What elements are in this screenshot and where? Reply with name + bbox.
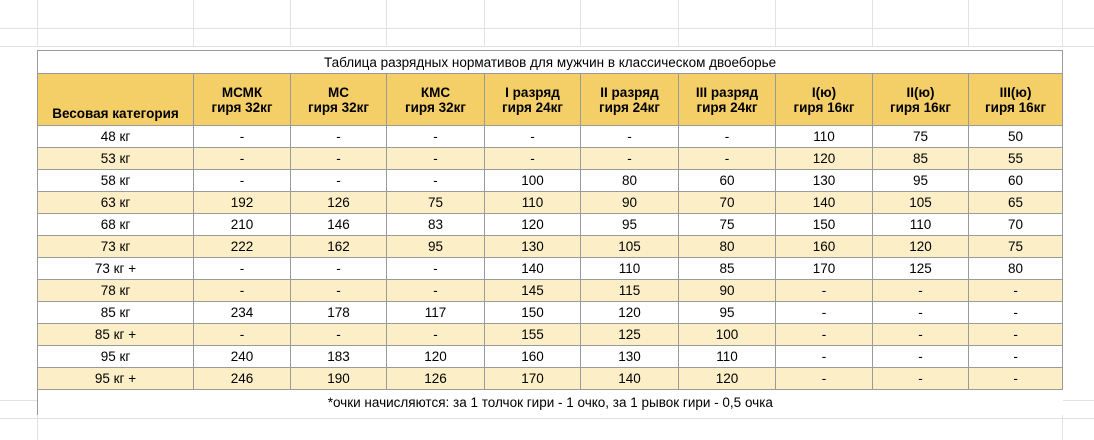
norm-value-cell[interactable]: -	[776, 368, 873, 390]
norm-value-cell[interactable]: 80	[679, 236, 776, 258]
column-header[interactable]	[291, 74, 387, 126]
standards-table	[37, 50, 1063, 415]
table-row	[38, 280, 1063, 302]
norm-value-cell[interactable]: 85	[679, 258, 776, 280]
table-row	[38, 148, 1063, 170]
norm-value-cell[interactable]: -	[387, 126, 485, 148]
norm-value-cell[interactable]: -	[387, 148, 485, 170]
column-header-weight: гиря 32кг	[404, 99, 466, 115]
table-row	[38, 302, 1063, 324]
norm-value-cell[interactable]: 75	[387, 192, 485, 214]
norm-value-cell[interactable]: -	[194, 148, 291, 170]
norm-value-cell[interactable]: 60	[679, 170, 776, 192]
norm-value-cell[interactable]: -	[291, 258, 387, 280]
footnote-row	[38, 390, 1063, 416]
norm-value-cell[interactable]: -	[194, 280, 291, 302]
norm-value-cell[interactable]: -	[969, 280, 1063, 302]
norm-value-cell[interactable]: 222	[194, 236, 291, 258]
norm-value-cell[interactable]: -	[969, 346, 1063, 368]
norm-value-cell[interactable]: 70	[679, 192, 776, 214]
norm-value-cell[interactable]: 75	[873, 126, 969, 148]
norm-value-cell[interactable]: -	[873, 368, 969, 390]
norm-value-cell[interactable]: 55	[969, 148, 1063, 170]
weight-category-cell[interactable]: 85 кг	[38, 302, 194, 324]
weight-category-cell[interactable]: 58 кг	[38, 170, 194, 192]
norm-value-cell[interactable]: -	[387, 170, 485, 192]
norm-value-cell[interactable]: -	[776, 280, 873, 302]
norm-value-cell[interactable]: 190	[291, 368, 387, 390]
table-row	[38, 324, 1063, 346]
norm-value-cell[interactable]: 140	[485, 258, 581, 280]
weight-category-cell[interactable]: 53 кг	[38, 148, 194, 170]
weight-category-cell[interactable]: 63 кг	[38, 192, 194, 214]
norm-value-cell[interactable]: 105	[873, 192, 969, 214]
norm-value-cell[interactable]: 70	[969, 214, 1063, 236]
norm-value-cell[interactable]: 178	[291, 302, 387, 324]
norm-value-cell[interactable]: 150	[485, 302, 581, 324]
norm-value-cell[interactable]: 80	[581, 170, 679, 192]
weight-category-cell[interactable]: 85 кг +	[38, 324, 194, 346]
norm-value-cell[interactable]: 90	[581, 192, 679, 214]
column-header-weight: гиря 32кг	[307, 99, 369, 115]
norm-value-cell[interactable]: 65	[969, 192, 1063, 214]
norm-value-cell[interactable]: -	[776, 346, 873, 368]
weight-category-cell[interactable]: 73 кг	[38, 236, 194, 258]
norm-value-cell[interactable]: 120	[776, 148, 873, 170]
norm-value-cell[interactable]: 145	[485, 280, 581, 302]
table-row	[38, 192, 1063, 214]
column-header-level: I разряд	[505, 84, 560, 100]
norm-value-cell[interactable]: -	[291, 324, 387, 346]
norm-value-cell[interactable]: 110	[581, 258, 679, 280]
norm-value-cell[interactable]: -	[581, 126, 679, 148]
column-header-level: II разряд	[600, 84, 659, 100]
column-header-weight: гиря 24кг	[696, 99, 758, 115]
table-row	[38, 346, 1063, 368]
norm-value-cell[interactable]: 240	[194, 346, 291, 368]
footnote[interactable]: *очки начисляются: за 1 толчок гири - 1 очко, за 1 рывок гири - 0,5 очка	[38, 390, 1063, 416]
norm-value-cell[interactable]: 120	[581, 302, 679, 324]
column-header-weight: гиря 24кг	[501, 99, 563, 115]
column-header-level: II(ю)	[906, 84, 935, 100]
norm-value-cell[interactable]: 183	[291, 346, 387, 368]
norm-value-cell[interactable]: -	[194, 126, 291, 148]
norm-value-cell[interactable]: -	[679, 148, 776, 170]
norm-value-cell[interactable]: 110	[679, 346, 776, 368]
norm-value-cell[interactable]: 192	[194, 192, 291, 214]
table-title[interactable]: Таблица разрядных нормативов для мужчин в классическом двоеборье	[38, 51, 1063, 74]
norm-value-cell[interactable]: 162	[291, 236, 387, 258]
norm-value-cell[interactable]: 126	[291, 192, 387, 214]
norm-value-cell[interactable]: -	[194, 170, 291, 192]
weight-category-cell[interactable]: 95 кг	[38, 346, 194, 368]
norm-value-cell[interactable]: 155	[485, 324, 581, 346]
norm-value-cell[interactable]: 75	[679, 214, 776, 236]
norm-value-cell[interactable]: -	[969, 324, 1063, 346]
norm-value-cell[interactable]: 130	[581, 346, 679, 368]
norm-value-cell[interactable]: 95	[581, 214, 679, 236]
column-header-weight: гиря 16кг	[985, 99, 1047, 115]
norm-value-cell[interactable]: 140	[581, 368, 679, 390]
norm-value-cell[interactable]: 105	[581, 236, 679, 258]
norm-value-cell[interactable]: 210	[194, 214, 291, 236]
column-header-level: III разряд	[695, 84, 759, 100]
norm-value-cell[interactable]: -	[873, 324, 969, 346]
weight-category-cell[interactable]: 73 кг +	[38, 258, 194, 280]
column-header-weight: гиря 24кг	[598, 99, 660, 115]
norm-value-cell[interactable]: 160	[776, 236, 873, 258]
column-header-level: МСМК	[221, 84, 263, 100]
norm-value-cell[interactable]: -	[485, 148, 581, 170]
norm-value-cell[interactable]: 120	[873, 236, 969, 258]
norm-value-cell[interactable]: 80	[969, 258, 1063, 280]
table-row	[38, 214, 1063, 236]
column-header[interactable]	[969, 74, 1063, 126]
norm-value-cell[interactable]: -	[679, 126, 776, 148]
column-header-weight: гиря 16кг	[793, 99, 855, 115]
norm-value-cell[interactable]: 170	[485, 368, 581, 390]
norm-value-cell[interactable]: 85	[873, 148, 969, 170]
norm-value-cell[interactable]: 100	[679, 324, 776, 346]
norm-value-cell[interactable]: 125	[873, 258, 969, 280]
table-row	[38, 236, 1063, 258]
title-row	[38, 51, 1063, 74]
column-header[interactable]	[679, 74, 776, 126]
norm-value-cell[interactable]: 130	[776, 170, 873, 192]
norm-value-cell[interactable]: 60	[969, 170, 1063, 192]
norm-value-cell[interactable]: 120	[679, 368, 776, 390]
norm-value-cell[interactable]: 50	[969, 126, 1063, 148]
norm-value-cell[interactable]: -	[291, 148, 387, 170]
norm-value-cell[interactable]: 160	[485, 346, 581, 368]
norm-value-cell[interactable]: 95	[679, 302, 776, 324]
norm-value-cell[interactable]: -	[291, 126, 387, 148]
norm-value-cell[interactable]: 120	[387, 346, 485, 368]
norm-value-cell[interactable]: -	[873, 346, 969, 368]
column-header-level: МС	[328, 84, 349, 100]
column-header[interactable]	[776, 74, 873, 126]
column-header[interactable]	[387, 74, 485, 126]
norm-value-cell[interactable]: 110	[776, 126, 873, 148]
norm-value-cell[interactable]: 100	[485, 170, 581, 192]
norm-value-cell[interactable]: -	[873, 280, 969, 302]
column-header[interactable]	[873, 74, 969, 126]
weight-category-cell[interactable]: 48 кг	[38, 126, 194, 148]
norm-value-cell[interactable]: 83	[387, 214, 485, 236]
norm-value-cell[interactable]: -	[291, 280, 387, 302]
norm-value-cell[interactable]: 246	[194, 368, 291, 390]
norm-value-cell[interactable]: -	[387, 258, 485, 280]
weight-category-cell[interactable]: 95 кг +	[38, 368, 194, 390]
norm-value-cell[interactable]: 150	[776, 214, 873, 236]
column-header[interactable]	[194, 74, 291, 126]
column-header-weight: гиря 16кг	[889, 99, 951, 115]
norm-value-cell[interactable]: -	[776, 302, 873, 324]
norm-value-cell[interactable]: 234	[194, 302, 291, 324]
norm-value-cell[interactable]: 75	[969, 236, 1063, 258]
norm-value-cell[interactable]: -	[194, 258, 291, 280]
norm-value-cell[interactable]: 110	[873, 214, 969, 236]
norm-value-cell[interactable]: -	[969, 368, 1063, 390]
table-row	[38, 368, 1063, 390]
norm-value-cell[interactable]: -	[873, 302, 969, 324]
norm-value-cell[interactable]: 117	[387, 302, 485, 324]
norm-value-cell[interactable]: 95	[873, 170, 969, 192]
table-row	[38, 258, 1063, 280]
norm-value-cell[interactable]: -	[194, 324, 291, 346]
weight-category-cell[interactable]: 78 кг	[38, 280, 194, 302]
norm-value-cell[interactable]: 146	[291, 214, 387, 236]
norm-value-cell[interactable]: 90	[679, 280, 776, 302]
column-header-level: I(ю)	[811, 84, 837, 100]
norm-value-cell[interactable]: 120	[485, 214, 581, 236]
norm-value-cell[interactable]: 95	[387, 236, 485, 258]
norm-value-cell[interactable]: -	[387, 280, 485, 302]
norm-value-cell[interactable]: -	[485, 126, 581, 148]
norm-value-cell[interactable]: -	[776, 324, 873, 346]
norm-value-cell[interactable]: 130	[485, 236, 581, 258]
norm-value-cell[interactable]: 170	[776, 258, 873, 280]
column-header[interactable]	[485, 74, 581, 126]
norm-value-cell[interactable]: 140	[776, 192, 873, 214]
category-header[interactable]: Весовая категория	[38, 74, 194, 126]
norm-value-cell[interactable]: 110	[485, 192, 581, 214]
norm-value-cell[interactable]: 126	[387, 368, 485, 390]
column-header-level: III(ю)	[999, 84, 1032, 100]
norm-value-cell[interactable]: -	[581, 148, 679, 170]
norm-value-cell[interactable]: 125	[581, 324, 679, 346]
table-row	[38, 170, 1063, 192]
norm-value-cell[interactable]: -	[291, 170, 387, 192]
norm-value-cell[interactable]: -	[387, 324, 485, 346]
column-header-weight: гиря 32кг	[211, 99, 273, 115]
column-header[interactable]	[581, 74, 679, 126]
norm-value-cell[interactable]: -	[969, 302, 1063, 324]
norm-value-cell[interactable]: 115	[581, 280, 679, 302]
column-header-level: КМС	[420, 84, 451, 100]
header-row	[38, 74, 1063, 126]
weight-category-cell[interactable]: 68 кг	[38, 214, 194, 236]
table-row	[38, 126, 1063, 148]
